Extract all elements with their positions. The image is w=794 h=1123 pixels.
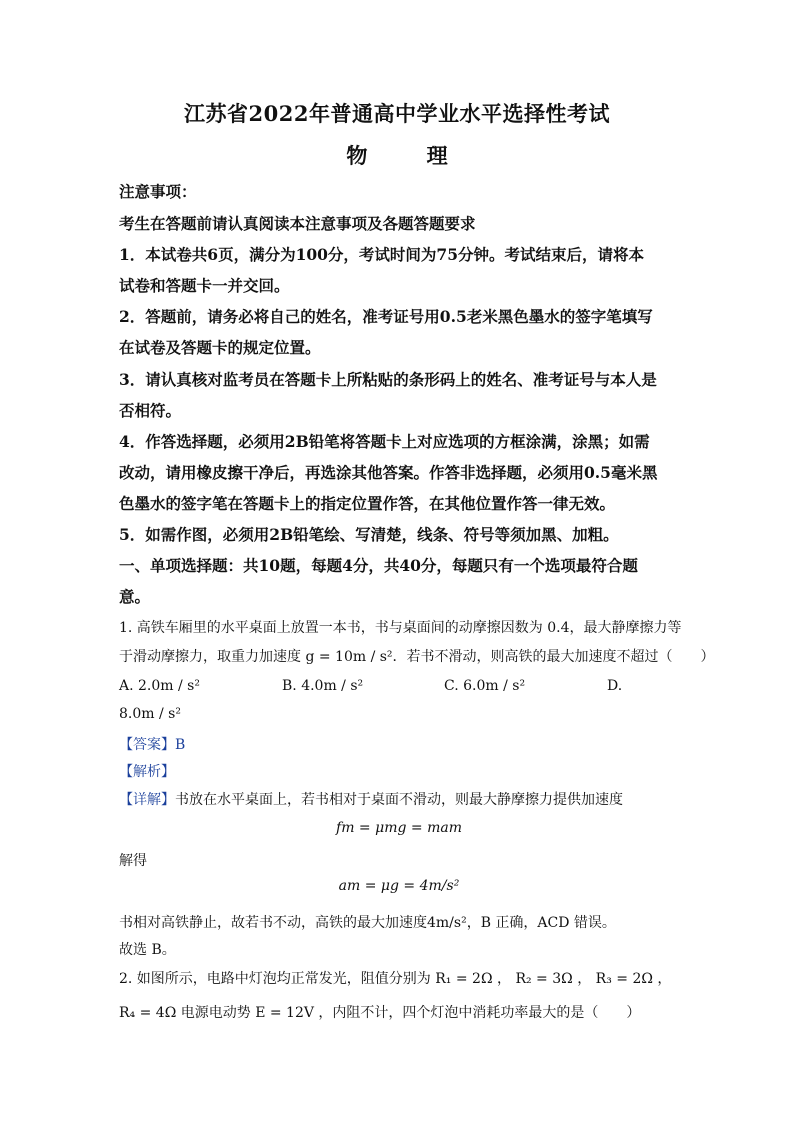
q1-conclusion: 书相对高铁静止，故若书不动，高铁的最大加速度4m/s²，B 正确，ACD 错误。	[119, 915, 616, 931]
q1-stem-line1: 1. 高铁车厢里的水平桌面上放置一本书，书与桌面间的动摩擦因数为 0.4，最大静摩擦力等	[119, 620, 682, 636]
notice-line: 2．答题前，请务必将自己的姓名，准考证号用0.5老米黑色墨水的签字笔填写	[119, 307, 653, 326]
q1-option-c: C. 6.0m / s²	[444, 678, 526, 694]
section-header-cont: 意。	[119, 587, 151, 606]
q1-analysis-tag: 【解析】	[119, 764, 175, 780]
detail-tag: 【详解】	[119, 792, 175, 808]
notice-intro: 考生在答题前请认真阅读本注意事项及各题答题要求	[119, 214, 476, 233]
q1-answer	[119, 734, 679, 754]
q1-equation-1: fm = μmg = mam	[336, 820, 462, 836]
notice-line: 5．如需作图，必须用2B铅笔绘、写清楚，线条、符号等须加黑、加粗。	[119, 525, 619, 544]
notice-line: 试卷和答题卡一并交回。	[119, 276, 290, 295]
exam-title: 江苏省2022年普通高中学业水平选择性考试	[184, 101, 610, 126]
subject-title: 物 理	[346, 143, 474, 168]
answer-tag: 【答案】B	[119, 737, 186, 753]
q1-choice: 故选 B。	[119, 942, 176, 958]
q2-stem-line2: R₄ = 4Ω 电源电动势 E = 12V ，内阻不计，四个灯泡中消耗功率最大的是（ ）	[119, 1005, 641, 1021]
q2-stem-line1: 2. 如图所示，电路中灯泡均正常发光，阻值分别为 R₁ = 2Ω ， R₂ = 3Ω ， R₃ = 2Ω ，	[119, 971, 672, 987]
q1-detail	[119, 789, 679, 809]
notice-line: 4．作答选择题，必须用2B铅笔将答题卡上对应选项的方框涂满，涂黑；如需	[119, 432, 650, 451]
q1-option-a: A. 2.0m / s²	[119, 678, 200, 694]
section-header: 一、单项选择题：共10题，每题4分，共40分，每题只有一个选项最符合题	[119, 556, 638, 575]
notice-line: 1．本试卷共6页，满分为100分，考试时间为75分钟。考试结束后，请将本	[119, 245, 644, 264]
notice-header: 注意事项：	[119, 182, 197, 201]
q1-solve-label: 解得	[119, 853, 147, 869]
notice-line: 在试卷及答题卡的规定位置。	[119, 338, 321, 357]
q1-option-d-value: 8.0m / s²	[119, 706, 181, 722]
q1-stem-line2: 于滑动摩擦力，取重力加速度 g = 10m / s²．若书不滑动，则高铁的最大加速度不超过（ ）	[119, 649, 715, 665]
q1-option-d: D.	[607, 678, 623, 694]
notice-line: 改动，请用橡皮擦干净后，再选涂其他答案。作答非选择题，必须用0.5毫米黑	[119, 463, 658, 482]
detail-text: 书放在水平桌面上，若书相对于桌面不滑动，则最大静摩擦力提供加速度	[175, 792, 623, 808]
notice-line: 3．请认真核对监考员在答题卡上所粘贴的条形码上的姓名、准考证号与本人是	[119, 370, 657, 389]
q1-equation-2: am = μg = 4m/s²	[338, 878, 460, 894]
notice-line: 否相符。	[119, 401, 182, 420]
notice-line: 色墨水的签字笔在答题卡上的指定位置作答，在其他位置作答一律无效。	[119, 494, 616, 513]
q1-option-b: B. 4.0m / s²	[282, 678, 364, 694]
